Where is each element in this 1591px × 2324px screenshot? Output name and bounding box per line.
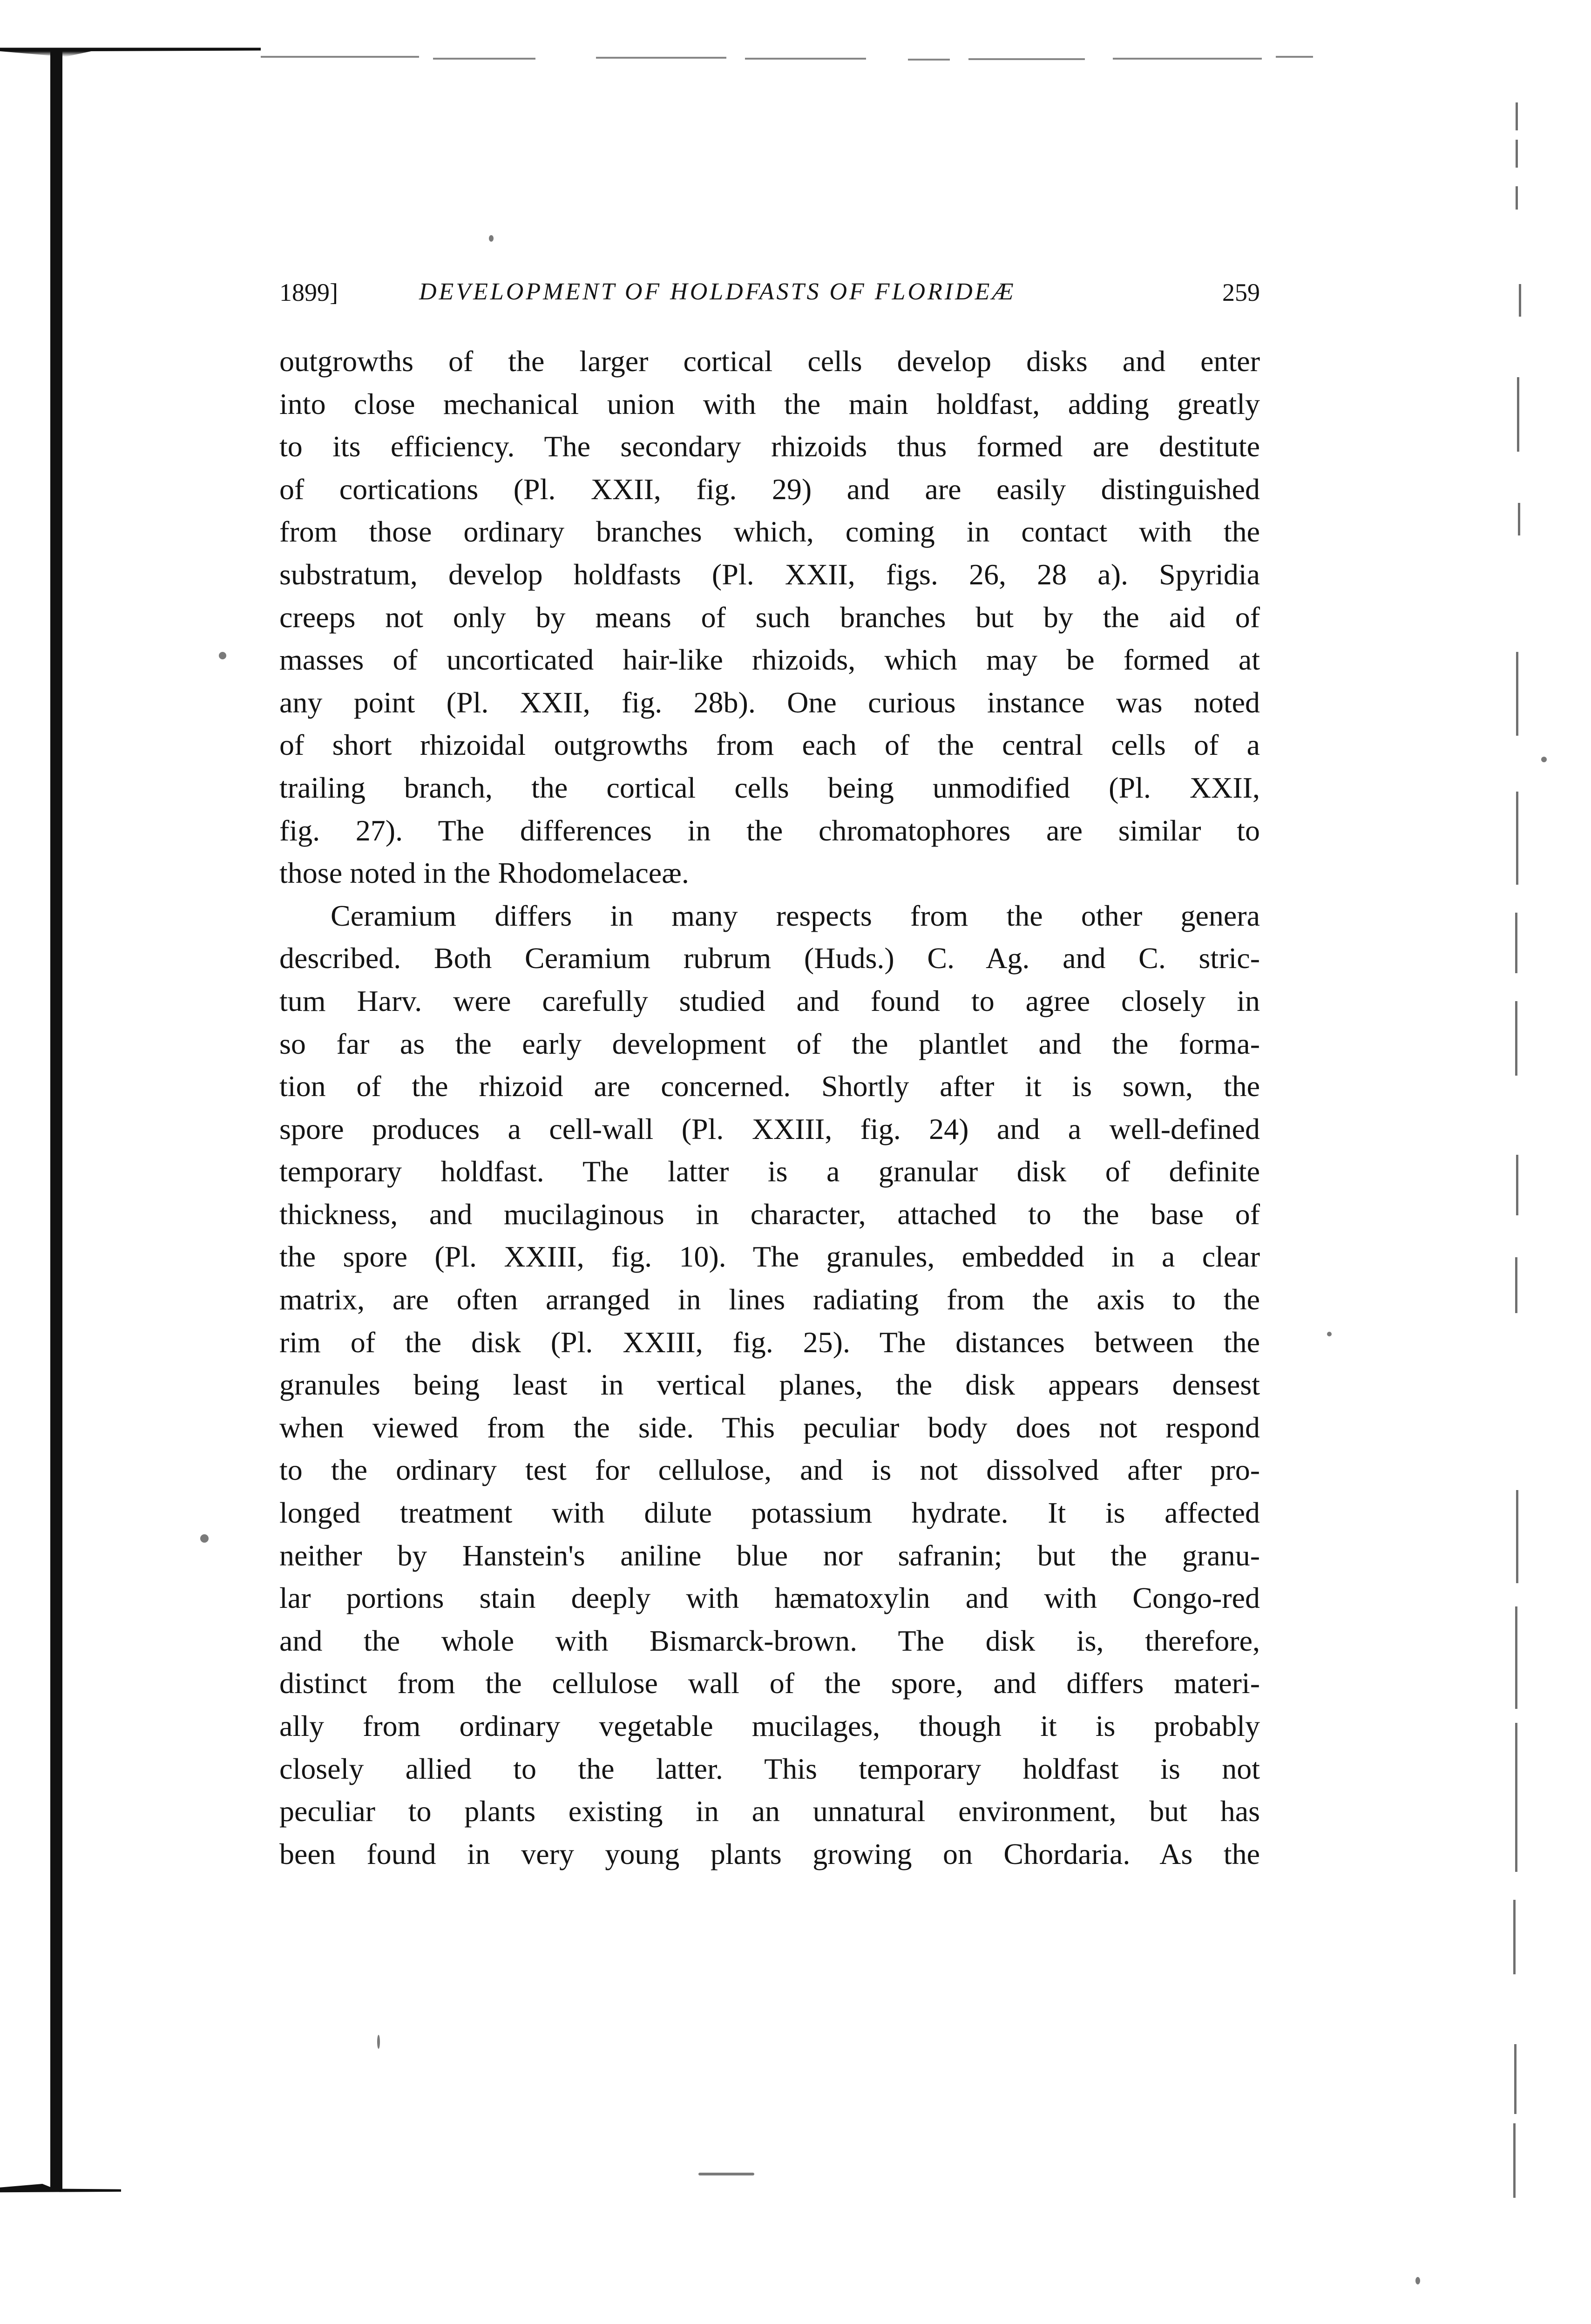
running-header [279, 278, 1260, 320]
text-line: those noted in the Rhodomelaceæ. [279, 856, 689, 890]
scan-edge-mark [1516, 652, 1518, 736]
text-line: been found in very young plants growing on Chordaria. As the [279, 1837, 1260, 1870]
text-line: the spore (Pl. XXIII, fig. 10). The granules, embedded in a clear [279, 1240, 1260, 1274]
scan-edge-mark [1516, 102, 1518, 130]
text-line: ally from ordinary vegetable mucilages, though it is probably [279, 1709, 1260, 1742]
text-line: rim of the disk (Pl. XXIII, fig. 25). The distances between the [279, 1325, 1260, 1359]
text-line: longed treatment with dilute potassium hydrate. It is affected [279, 1496, 1260, 1530]
text-line: spore produces a cell-wall (Pl. XXIII, fig. 24) and a well-defined [279, 1112, 1260, 1145]
text-line: granules being least in vertical planes, the disk appears densest [279, 1368, 1260, 1402]
scan-speck [219, 652, 226, 659]
scan-speck [1541, 757, 1547, 762]
scan-edge-mark [1514, 2044, 1517, 2114]
text-line: creeps not only by means of such branches but by the aid of [279, 600, 1260, 634]
scan-speck [200, 1534, 209, 1543]
scan-edge-mark [1519, 284, 1521, 317]
text-line: lar portions stain deeply with hæmatoxylin and with Congo-red [279, 1581, 1260, 1615]
text-line: closely allied to the latter. This temporary holdfast is not [279, 1752, 1260, 1785]
scan-edge-mark [1516, 1155, 1518, 1215]
scan-edge-line [908, 59, 950, 61]
text-line: temporary holdfast. The latter is a granular disk of definite [279, 1155, 1260, 1188]
text-line: tion of the rhizoid are concerned. Shortly after it is sown, the [279, 1070, 1260, 1103]
scan-edge-mark [1513, 2123, 1516, 2198]
binding-bracket-top [0, 43, 261, 57]
text-line: of cortications (Pl. XXII, fig. 29) and are easily distinguished [279, 472, 1260, 506]
scan-edge-mark [1515, 1257, 1517, 1313]
text-line: trailing branch, the cortical cells being unmodified (Pl. XXII, [279, 771, 1260, 804]
scan-edge-mark [1515, 1001, 1517, 1076]
scan-speck [377, 2035, 380, 2049]
text-line: substratum, develop holdfasts (Pl. XXII, figs. 26, 28 a). Spyridia [279, 557, 1260, 591]
scan-edge-mark [1518, 503, 1520, 535]
scan-edge-mark [1515, 1723, 1517, 1872]
scan-speck [698, 2173, 754, 2175]
scan-edge-line [596, 57, 726, 59]
text-line: described. Both Ceramium rubrum (Huds.) C. Ag. and C. stric- [279, 942, 1260, 975]
text-line: of short rhizoidal outgrowths from each of the central cells of a [279, 728, 1260, 762]
scan-edge-line [745, 58, 866, 60]
text-line: neither by Hanstein's aniline blue nor safranin; but the granu- [279, 1538, 1260, 1572]
scan-edge-mark [1516, 1490, 1518, 1583]
scan-edge-mark [1515, 1606, 1517, 1709]
text-line: peculiar to plants existing in an unnatural environment, but has [279, 1795, 1260, 1828]
scan-speck [1327, 1332, 1332, 1336]
header-year: 1899] [279, 278, 338, 306]
scan-edge-mark [1516, 186, 1518, 210]
text-line: to the ordinary test for cellulose, and is not dissolved after pro- [279, 1453, 1260, 1487]
page-number: 259 [1222, 278, 1260, 306]
text-line: when viewed from the side. This peculiar body does not respond [279, 1410, 1260, 1444]
scan-edge-mark [1516, 792, 1518, 885]
text-line: tum Harv. were carefully studied and found to agree closely in [279, 984, 1260, 1017]
text-line: from those ordinary branches which, coming in contact with the [279, 515, 1260, 549]
scan-speck [489, 235, 494, 242]
text-line: into close mechanical union with the main holdfast, adding greatly [279, 387, 1260, 420]
body-text [279, 340, 1260, 1875]
scan-edge-mark [1516, 140, 1518, 168]
text-line: matrix, are often arranged in lines radiating from the axis to the [279, 1283, 1260, 1316]
text-line: thickness, and mucilaginous in character, attached to the base of [279, 1197, 1260, 1231]
scan-edge-line [968, 58, 1085, 60]
running-title: DEVELOPMENT OF HOLDFASTS OF FLORIDEÆ [419, 278, 1016, 305]
text-line: distinct from the cellulose wall of the spore, and differs materi- [279, 1667, 1260, 1700]
text-line: Ceramium differs in many respects from the other genera [331, 899, 1260, 932]
scan-edge-mark [1515, 913, 1517, 973]
text-line: any point (Pl. XXII, fig. 28b). One curious instance was noted [279, 685, 1260, 719]
text-line: and the whole with Bismarck-brown. The disk is, therefore, [279, 1624, 1260, 1657]
text-line: so far as the early development of the plantlet and the forma- [279, 1027, 1260, 1060]
text-line: masses of uncorticated hair-like rhizoids, which may be formed at [279, 643, 1260, 677]
binding-bracket-vertical [50, 49, 62, 2192]
scan-speck [1415, 2277, 1420, 2284]
text-line: fig. 27). The differences in the chromatophores are similar to [279, 813, 1260, 847]
text-line: to its efficiency. The secondary rhizoids thus formed are destitute [279, 430, 1260, 463]
text-line: outgrowths of the larger cortical cells develop disks and enter [279, 345, 1260, 378]
scan-edge-mark [1513, 1900, 1516, 1974]
scan-edge-line [261, 56, 419, 58]
scan-edge-line [433, 58, 535, 60]
scan-edge-line [1276, 56, 1313, 58]
scan-edge-line [1113, 58, 1262, 60]
scan-edge-mark [1517, 377, 1519, 452]
